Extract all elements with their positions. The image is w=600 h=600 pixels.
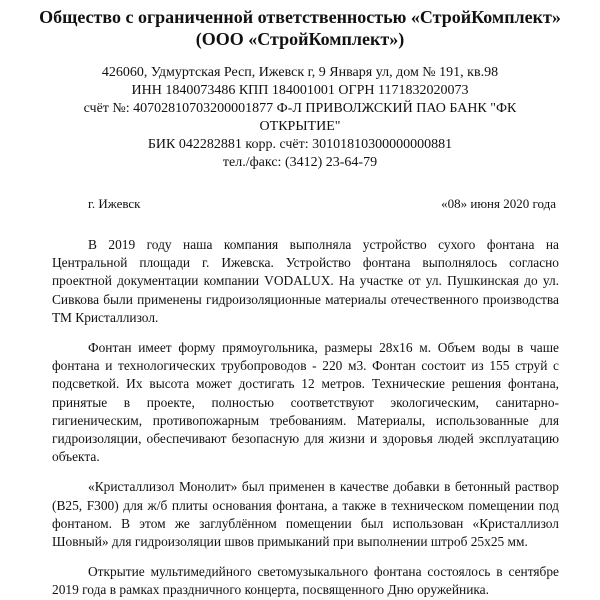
letter-place: г. Ижевск [88, 196, 141, 211]
bank-account-line: счёт №: 40702810703200001877 Ф-Л ПРИВОЛЖСКИЙ ПАО БАНК "ФК [83, 101, 517, 116]
paragraph: Открытие мультимедийного светомузыкального фонтана состоялось в сентябре 2019 года в рамках праздничного концерта, посвященного Дню оружейника. [52, 564, 559, 598]
company-short-name: (ООО «СтройКомплект») [195, 29, 405, 49]
company-requisites [40, 64, 560, 172]
company-header [0, 6, 600, 50]
address-line: 426060, Удмуртская Респ, Ижевск г, 9 Января ул, дом № 191, кв.98 [101, 65, 499, 80]
bik-line: БИК 042282881 корр. счёт: 30101810300000000881 [147, 137, 453, 152]
letter-date: «08» июня 2020 года [441, 196, 556, 211]
paragraph: «Кристаллизол Монолит» был применен в качестве добавки в бетонный раствор (B25, F300) для ж/б плиты основания фонтана, а также в техническом помещении под фонтаном. В этом же заглублённом помещении был использован «Кристаллизол Шовный» для гидроизоляции швов примыканий при выполнении штроб 25х25 мм. [52, 479, 559, 550]
letter-body [52, 236, 559, 600]
paragraph: В 2019 году наша компания выполняла устройство сухого фонтана на Центральной площади г. Ижевска. Устройство фонтана выполнялось согласно проектной документации компании VODALUX. На участке от ул. Пушкинская до ул. Сивкова были применены гидроизоляционные материалы отечественного производства ТМ Кристаллизол. [52, 237, 559, 325]
company-full-name: Общество с ограниченной ответственностью «СтройКомплект» [39, 7, 561, 27]
tax-ids-line: ИНН 1840073486 КПП 184001001 ОГРН 1171832020073 [131, 83, 469, 98]
paragraph: Фонтан имеет форму прямоугольника, размеры 28х16 м. Объем воды в чаше фонтана и технологических трубопроводов - 220 м3. Фонтан состоит из 155 струй с подсветкой. Их высота может достигать 12 метров. Технические решения фонтана, принятые в проекте, полностью соответствуют экологическим, санитарно-гигиеническим, противопожарным требованиям. Материалы, использованные для гидроизоляции, обеспечивают безопасную для жизни и здоровья людей эксплуатацию объекта. [52, 340, 559, 465]
phone-line: тел./факс: (3412) 23-64-79 [222, 155, 378, 170]
bank-name-line: ОТКРЫТИЕ" [259, 119, 341, 134]
